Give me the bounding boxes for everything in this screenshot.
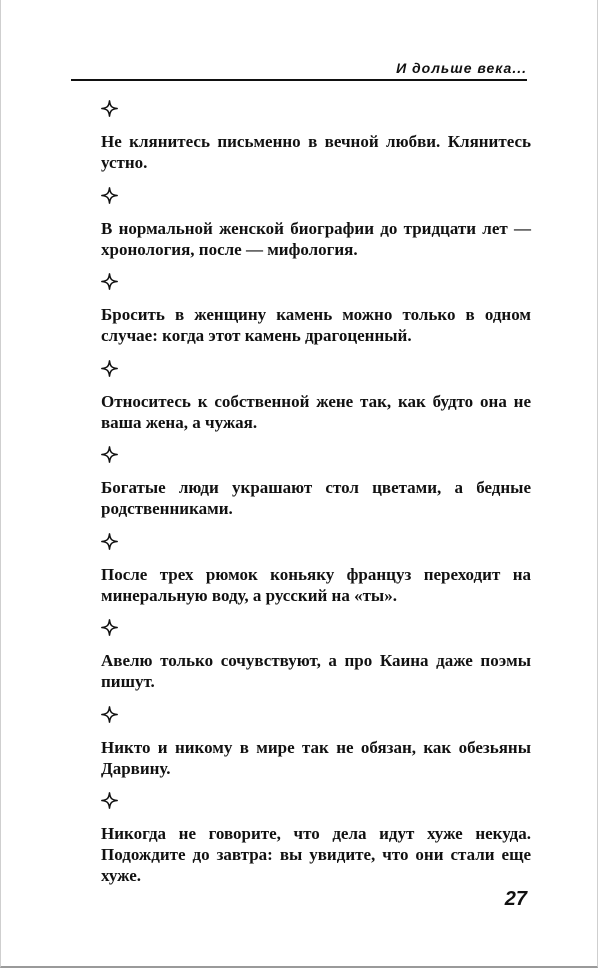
aphorism-entry xyxy=(101,533,531,620)
aphorism-text: Не клянитесь письменно в вечной любви. Клянитесь устно. xyxy=(101,132,531,172)
aphorism-text: В нормальной женской биографии до тридцати лет — хронология, после — мифология. xyxy=(101,218,531,259)
aphorism-entry xyxy=(101,273,531,360)
aphorism-text: После трех рюмок коньяку француз переходит на минеральную воду, а русский на «ты». xyxy=(101,564,531,605)
aphorism-entry xyxy=(101,446,531,533)
running-head: И дольше века... xyxy=(396,60,527,76)
aphorism-text: Авелю только сочувствуют, а про Каина даже поэмы пишут. xyxy=(101,651,531,691)
four-point-star-icon xyxy=(101,273,118,290)
page-number: 27 xyxy=(504,888,527,910)
aphorism-text: Богатые люди украшают стол цветами, а бедные родственниками. xyxy=(101,478,531,518)
aphorism-entry xyxy=(101,360,531,447)
aphorism-entry xyxy=(101,100,531,187)
aphorism-text: Никто и никому в мире так не обязан, как обезьяны Дарвину. xyxy=(101,737,531,778)
four-point-star-icon xyxy=(101,706,118,723)
aphorism-entry xyxy=(101,706,531,793)
aphorism-entry xyxy=(101,187,531,274)
four-point-star-icon xyxy=(101,533,118,550)
four-point-star-icon xyxy=(101,360,118,377)
aphorism-text: Никогда не говорите, что дела идут хуже некуда. Подождите до завтра: вы увидите, что они стали еще хуже. xyxy=(101,824,531,885)
aphorism-entry xyxy=(101,792,531,885)
four-point-star-icon xyxy=(101,619,118,636)
four-point-star-icon xyxy=(101,446,118,463)
aphorism-text: Относитесь к собственной жене так, как будто она не ваша жена, а чужая. xyxy=(101,391,531,432)
four-point-star-icon xyxy=(101,792,118,809)
four-point-star-icon xyxy=(101,100,118,117)
header-rule xyxy=(71,79,527,81)
aphorism-entry xyxy=(101,619,531,706)
aphorism-list xyxy=(101,100,531,885)
four-point-star-icon xyxy=(101,187,118,204)
aphorism-text: Бросить в женщину камень можно только в одном случае: когда этот камень драгоценный. xyxy=(101,305,531,345)
